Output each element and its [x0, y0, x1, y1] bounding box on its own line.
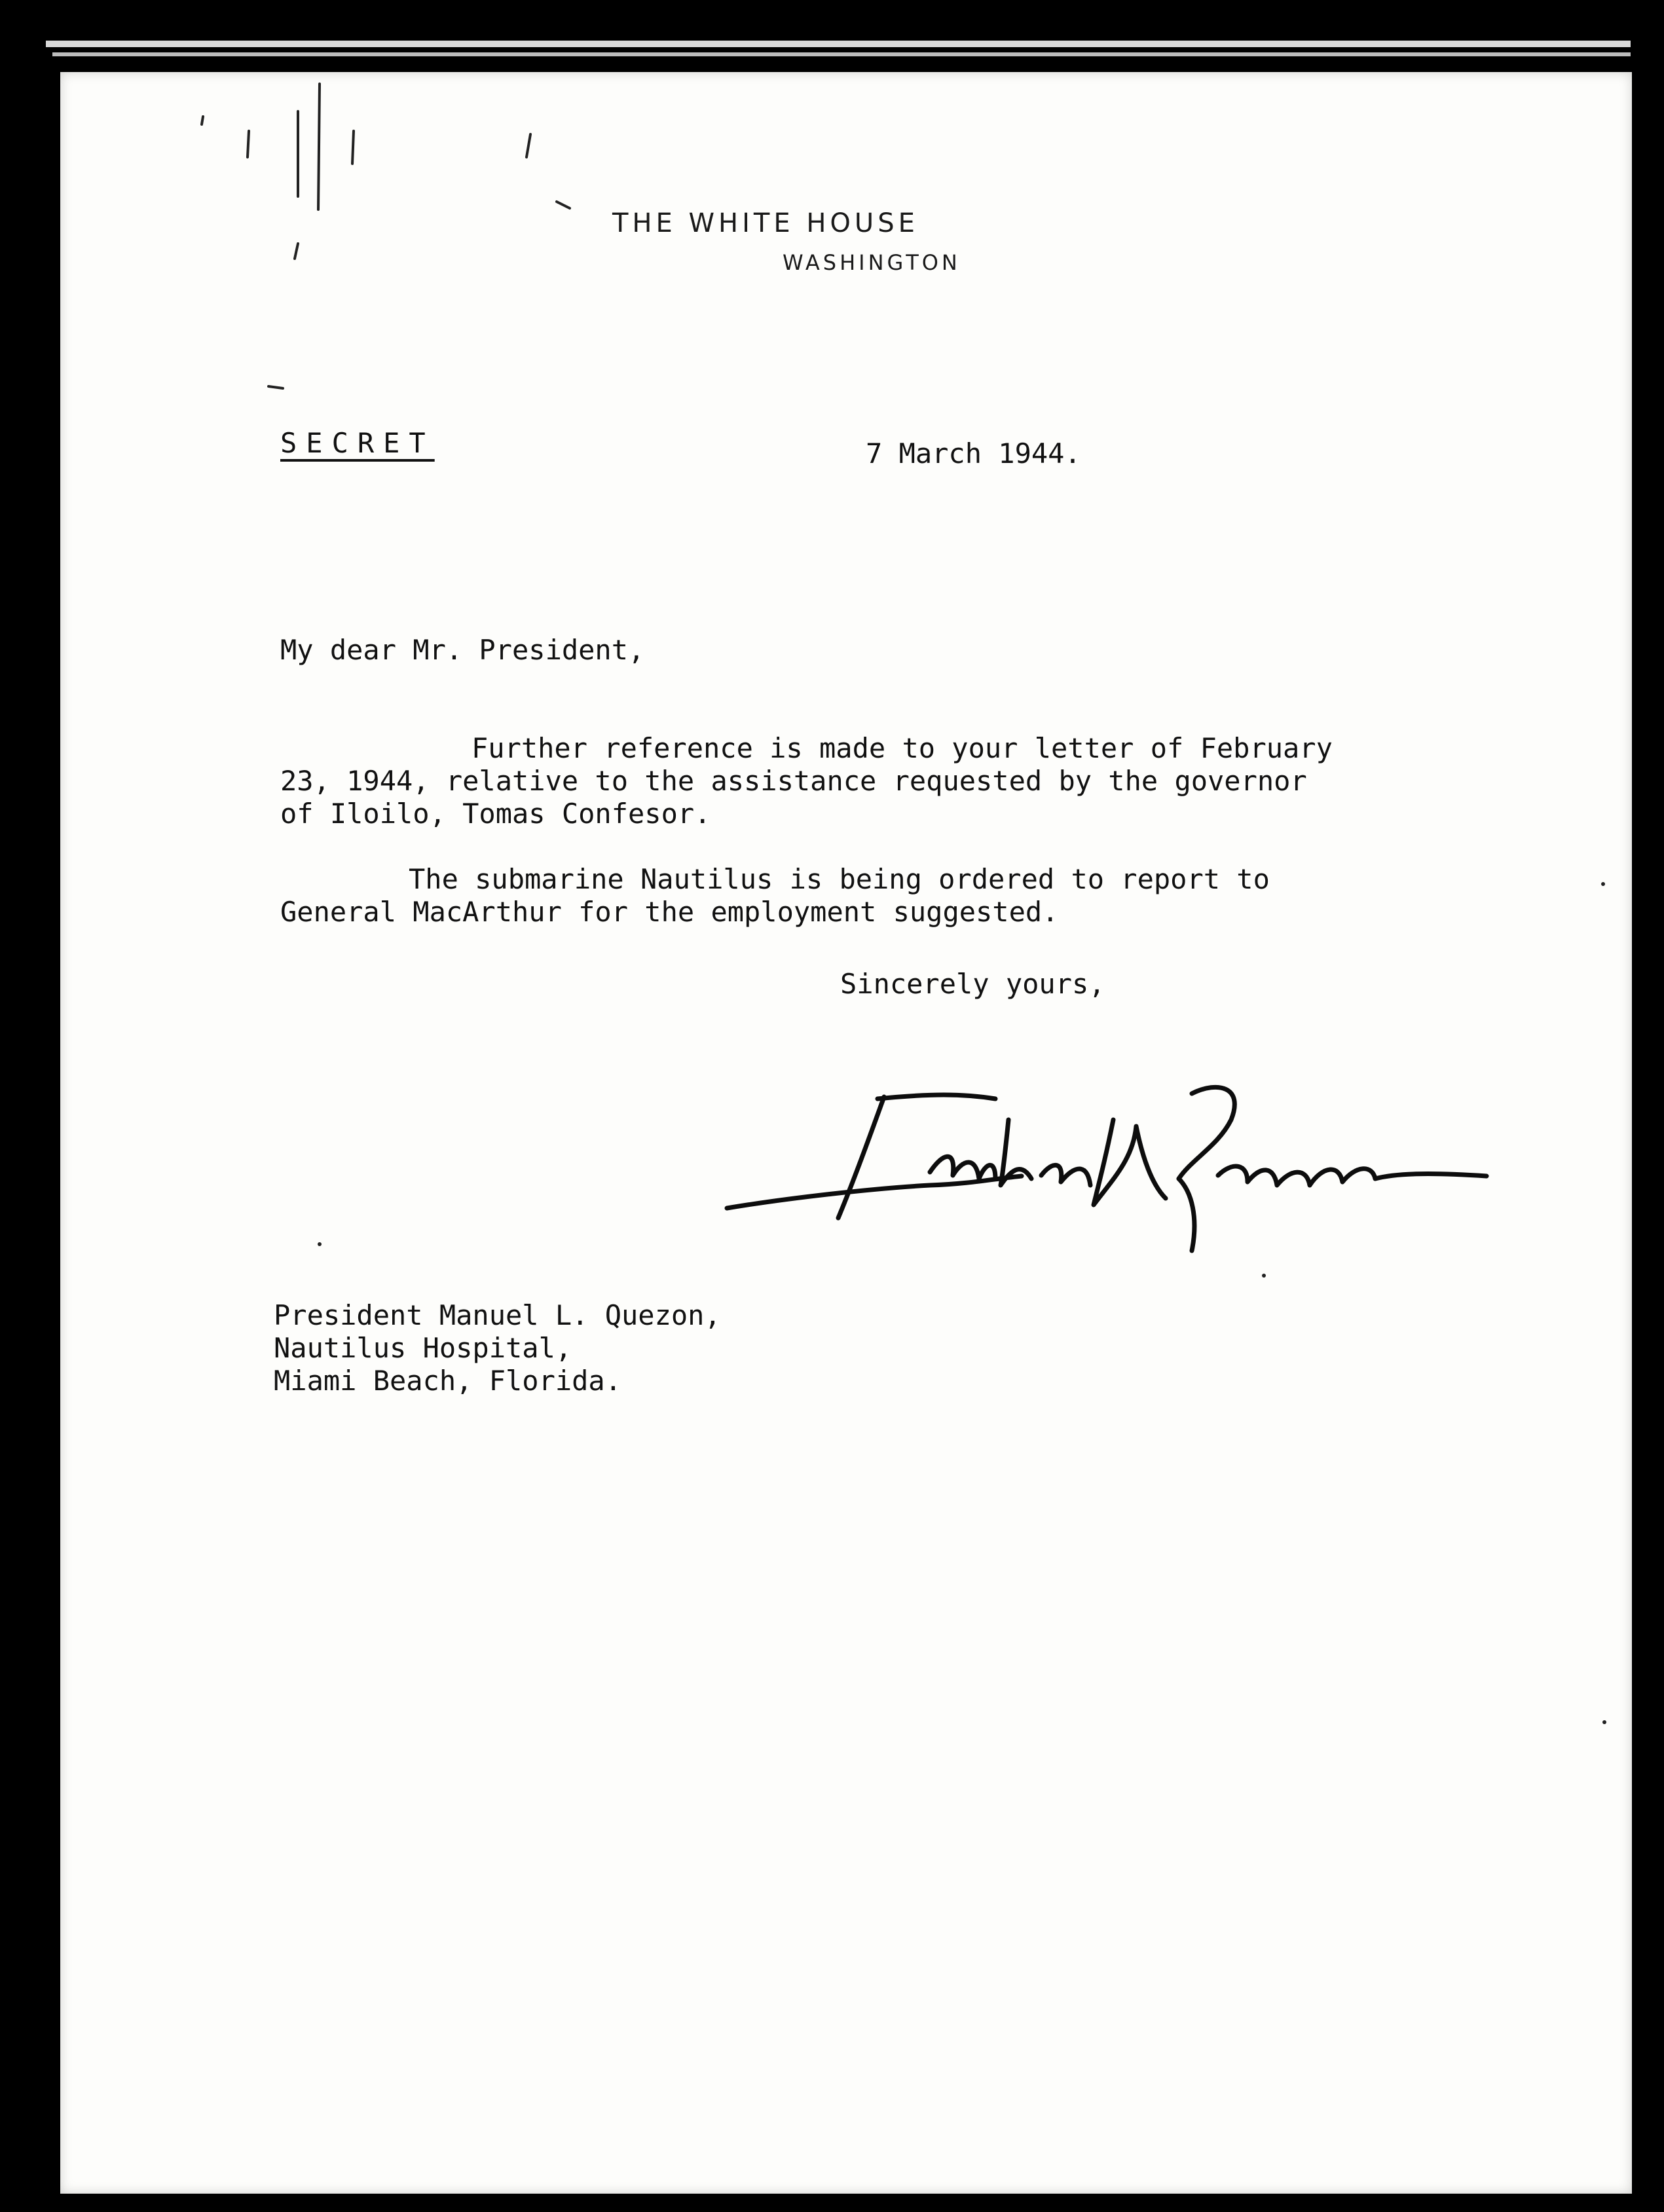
- recipient-address-line-2: Nautilus Hospital,: [274, 1332, 572, 1364]
- body-paragraph-2-line-1: The submarine Nautilus is being ordered to report to: [409, 863, 1270, 895]
- body-paragraph-1-line-2: 23, 1944, relative to the assistance requested by the governor: [280, 765, 1307, 797]
- recipient-address-line-3: Miami Beach, Florida.: [274, 1365, 622, 1397]
- recipient-address-line-1: President Manuel L. Quezon,: [274, 1299, 721, 1331]
- body-paragraph-2-line-2: General MacArthur for the employment suggested.: [280, 896, 1059, 928]
- classification-marking: SECRET: [280, 427, 435, 459]
- closing: Sincerely yours,: [840, 968, 1105, 1000]
- letterhead-title: THE WHITE HOUSE: [612, 208, 919, 238]
- letterhead-city: WASHINGTON: [783, 250, 961, 275]
- handwritten-signature: [655, 1022, 1506, 1297]
- body-paragraph-1-line-3: of Iloilo, Tomas Confesor.: [280, 798, 711, 830]
- body-paragraph-1-line-1: Further reference is made to your letter of February: [471, 732, 1333, 764]
- letter-date: 7 March 1944.: [866, 437, 1081, 470]
- salutation: My dear Mr. President,: [280, 634, 645, 666]
